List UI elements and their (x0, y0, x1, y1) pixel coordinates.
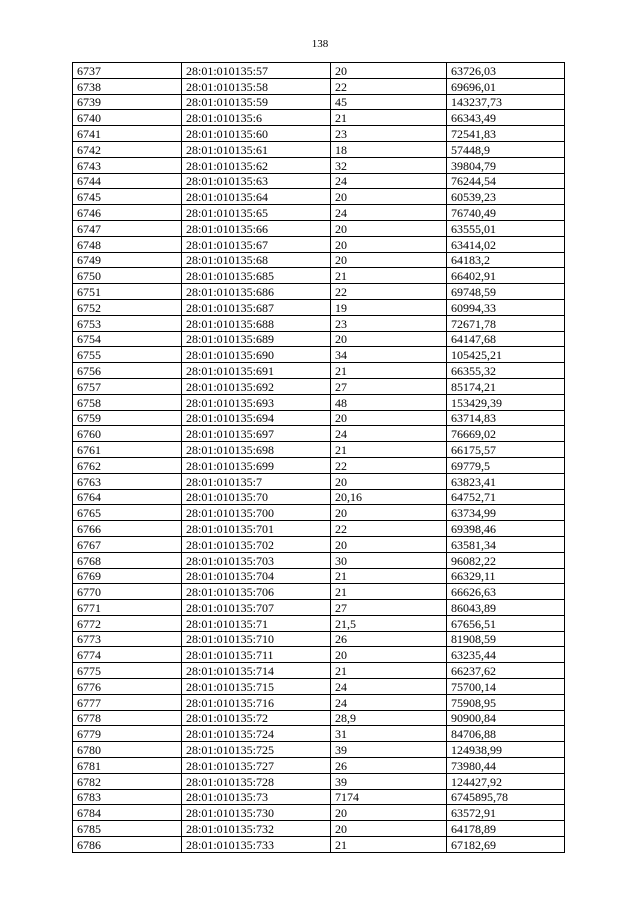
table-row (73, 126, 565, 142)
area-cell: 22 (331, 521, 447, 537)
area-cell: 20 (331, 805, 447, 821)
cadastral-number-cell: 28:01:010135:727 (182, 758, 331, 774)
table-row (73, 505, 565, 521)
area-cell: 21 (331, 663, 447, 679)
value-cell: 69398,46 (447, 521, 565, 537)
table-row (73, 347, 565, 363)
row-number-cell: 6778 (73, 710, 182, 726)
value-cell: 90900,84 (447, 710, 565, 726)
value-cell: 73980,44 (447, 758, 565, 774)
value-cell: 63414,02 (447, 236, 565, 252)
value-cell: 66626,63 (447, 584, 565, 600)
cadastral-number-cell: 28:01:010135:67 (182, 236, 331, 252)
table-row (73, 378, 565, 394)
value-cell: 81908,59 (447, 631, 565, 647)
row-number-cell: 6774 (73, 647, 182, 663)
table-row (73, 631, 565, 647)
row-number-cell: 6737 (73, 63, 182, 79)
table-row (73, 663, 565, 679)
area-cell: 24 (331, 679, 447, 695)
cadastral-number-cell: 28:01:010135:691 (182, 363, 331, 379)
area-cell: 20 (331, 331, 447, 347)
cadastral-number-cell: 28:01:010135:686 (182, 284, 331, 300)
value-cell: 63823,41 (447, 473, 565, 489)
area-cell: 30 (331, 552, 447, 568)
row-number-cell: 6781 (73, 758, 182, 774)
value-cell: 63581,34 (447, 536, 565, 552)
row-number-cell: 6760 (73, 426, 182, 442)
table-row (73, 710, 565, 726)
cadastral-number-cell: 28:01:010135:64 (182, 189, 331, 205)
row-number-cell: 6748 (73, 236, 182, 252)
cadastral-number-cell: 28:01:010135:690 (182, 347, 331, 363)
area-cell: 26 (331, 631, 447, 647)
area-cell: 20 (331, 473, 447, 489)
value-cell: 143237,73 (447, 94, 565, 110)
area-cell: 7174 (331, 789, 447, 805)
area-cell: 31 (331, 726, 447, 742)
row-number-cell: 6747 (73, 220, 182, 236)
cadastral-number-cell: 28:01:010135:697 (182, 426, 331, 442)
row-number-cell: 6784 (73, 805, 182, 821)
value-cell: 75700,14 (447, 679, 565, 695)
row-number-cell: 6753 (73, 315, 182, 331)
table-row (73, 410, 565, 426)
row-number-cell: 6749 (73, 252, 182, 268)
cadastral-number-cell: 28:01:010135:710 (182, 631, 331, 647)
table-row (73, 536, 565, 552)
cadastral-number-cell: 28:01:010135:703 (182, 552, 331, 568)
area-cell: 26 (331, 758, 447, 774)
table-row (73, 837, 565, 853)
row-number-cell: 6777 (73, 694, 182, 710)
value-cell: 63235,44 (447, 647, 565, 663)
row-number-cell: 6742 (73, 141, 182, 157)
table-row (73, 600, 565, 616)
row-number-cell: 6761 (73, 442, 182, 458)
value-cell: 105425,21 (447, 347, 565, 363)
table-row (73, 552, 565, 568)
value-cell: 76740,49 (447, 205, 565, 221)
cadastral-number-cell: 28:01:010135:70 (182, 489, 331, 505)
value-cell: 153429,39 (447, 394, 565, 410)
row-number-cell: 6762 (73, 457, 182, 473)
cadastral-number-cell: 28:01:010135:693 (182, 394, 331, 410)
table-row (73, 679, 565, 695)
value-cell: 124427,92 (447, 773, 565, 789)
area-cell: 48 (331, 394, 447, 410)
value-cell: 72671,78 (447, 315, 565, 331)
row-number-cell: 6786 (73, 837, 182, 853)
table-row (73, 584, 565, 600)
row-number-cell: 6782 (73, 773, 182, 789)
cadastral-number-cell: 28:01:010135:58 (182, 78, 331, 94)
value-cell: 66175,57 (447, 442, 565, 458)
table-row (73, 773, 565, 789)
table-row (73, 489, 565, 505)
cadastral-number-cell: 28:01:010135:716 (182, 694, 331, 710)
page-number: 138 (311, 38, 329, 50)
cadastral-number-cell: 28:01:010135:60 (182, 126, 331, 142)
area-cell: 20 (331, 189, 447, 205)
row-number-cell: 6743 (73, 157, 182, 173)
value-cell: 66237,62 (447, 663, 565, 679)
value-cell: 63726,03 (447, 63, 565, 79)
row-number-cell: 6756 (73, 363, 182, 379)
value-cell: 124938,99 (447, 742, 565, 758)
table-row (73, 647, 565, 663)
cadastral-number-cell: 28:01:010135:61 (182, 141, 331, 157)
row-number-cell: 6770 (73, 584, 182, 600)
value-cell: 69779,5 (447, 457, 565, 473)
row-number-cell: 6744 (73, 173, 182, 189)
area-cell: 19 (331, 299, 447, 315)
area-cell: 20 (331, 505, 447, 521)
cadastral-number-cell: 28:01:010135:733 (182, 837, 331, 853)
cadastral-number-cell: 28:01:010135:57 (182, 63, 331, 79)
row-number-cell: 6776 (73, 679, 182, 695)
table-row (73, 473, 565, 489)
area-cell: 22 (331, 284, 447, 300)
value-cell: 64147,68 (447, 331, 565, 347)
cadastral-number-cell: 28:01:010135:685 (182, 268, 331, 284)
area-cell: 39 (331, 742, 447, 758)
area-cell: 23 (331, 315, 447, 331)
table-row (73, 189, 565, 205)
table-row (73, 758, 565, 774)
area-cell: 20 (331, 647, 447, 663)
cadastral-number-cell: 28:01:010135:700 (182, 505, 331, 521)
area-cell: 20,16 (331, 489, 447, 505)
value-cell: 57448,9 (447, 141, 565, 157)
area-cell: 21,5 (331, 615, 447, 631)
row-number-cell: 6738 (73, 78, 182, 94)
cadastral-number-cell: 28:01:010135:730 (182, 805, 331, 821)
cadastral-number-cell: 28:01:010135:63 (182, 173, 331, 189)
row-number-cell: 6741 (73, 126, 182, 142)
table-row (73, 299, 565, 315)
table-row (73, 363, 565, 379)
value-cell: 66402,91 (447, 268, 565, 284)
area-cell: 23 (331, 126, 447, 142)
row-number-cell: 6771 (73, 600, 182, 616)
value-cell: 66343,49 (447, 110, 565, 126)
value-cell: 39804,79 (447, 157, 565, 173)
cadastral-number-cell: 28:01:010135:732 (182, 821, 331, 837)
row-number-cell: 6751 (73, 284, 182, 300)
value-cell: 86043,89 (447, 600, 565, 616)
value-cell: 75908,95 (447, 694, 565, 710)
table-row (73, 315, 565, 331)
table-row (73, 236, 565, 252)
row-number-cell: 6752 (73, 299, 182, 315)
row-number-cell: 6765 (73, 505, 182, 521)
cadastral-number-cell: 28:01:010135:725 (182, 742, 331, 758)
area-cell: 39 (331, 773, 447, 789)
area-cell: 21 (331, 442, 447, 458)
value-cell: 66329,11 (447, 568, 565, 584)
cadastral-number-cell: 28:01:010135:692 (182, 378, 331, 394)
row-number-cell: 6746 (73, 205, 182, 221)
value-cell: 64752,71 (447, 489, 565, 505)
table-row (73, 442, 565, 458)
area-cell: 24 (331, 426, 447, 442)
row-number-cell: 6758 (73, 394, 182, 410)
table-row (73, 805, 565, 821)
area-cell: 24 (331, 173, 447, 189)
cadastral-number-cell: 28:01:010135:7 (182, 473, 331, 489)
area-cell: 20 (331, 821, 447, 837)
area-cell: 20 (331, 63, 447, 79)
table-row (73, 268, 565, 284)
cadastral-number-cell: 28:01:010135:66 (182, 220, 331, 236)
cadastral-number-cell: 28:01:010135:59 (182, 94, 331, 110)
value-cell: 60994,33 (447, 299, 565, 315)
value-cell: 63734,99 (447, 505, 565, 521)
table-row (73, 94, 565, 110)
area-cell: 27 (331, 378, 447, 394)
area-cell: 21 (331, 584, 447, 600)
table-row (73, 742, 565, 758)
value-cell: 67182,69 (447, 837, 565, 853)
row-number-cell: 6759 (73, 410, 182, 426)
row-number-cell: 6773 (73, 631, 182, 647)
row-number-cell: 6739 (73, 94, 182, 110)
table-row (73, 157, 565, 173)
table-row (73, 63, 565, 79)
row-number-cell: 6769 (73, 568, 182, 584)
cadastral-number-cell: 28:01:010135:6 (182, 110, 331, 126)
table-row (73, 78, 565, 94)
row-number-cell: 6768 (73, 552, 182, 568)
row-number-cell: 6785 (73, 821, 182, 837)
row-number-cell: 6740 (73, 110, 182, 126)
cadastral-number-cell: 28:01:010135:62 (182, 157, 331, 173)
cadastral-number-cell: 28:01:010135:711 (182, 647, 331, 663)
cadastral-number-cell: 28:01:010135:72 (182, 710, 331, 726)
table-row (73, 252, 565, 268)
area-cell: 28,9 (331, 710, 447, 726)
table-row (73, 110, 565, 126)
cadastral-number-cell: 28:01:010135:699 (182, 457, 331, 473)
cadastral-number-cell: 28:01:010135:73 (182, 789, 331, 805)
value-cell: 67656,51 (447, 615, 565, 631)
cadastral-number-cell: 28:01:010135:715 (182, 679, 331, 695)
cadastral-number-cell: 28:01:010135:689 (182, 331, 331, 347)
table-row (73, 426, 565, 442)
cadastral-number-cell: 28:01:010135:687 (182, 299, 331, 315)
value-cell: 69748,59 (447, 284, 565, 300)
area-cell: 20 (331, 236, 447, 252)
cadastral-number-cell: 28:01:010135:71 (182, 615, 331, 631)
row-number-cell: 6775 (73, 663, 182, 679)
table-row (73, 284, 565, 300)
row-number-cell: 6780 (73, 742, 182, 758)
area-cell: 18 (331, 141, 447, 157)
value-cell: 64178,89 (447, 821, 565, 837)
cadastral-number-cell: 28:01:010135:702 (182, 536, 331, 552)
table-row (73, 726, 565, 742)
area-cell: 21 (331, 110, 447, 126)
row-number-cell: 6745 (73, 189, 182, 205)
table-body (73, 63, 565, 853)
value-cell: 96082,22 (447, 552, 565, 568)
value-cell: 64183,2 (447, 252, 565, 268)
parcel-table (72, 62, 565, 853)
table-row (73, 205, 565, 221)
cadastral-number-cell: 28:01:010135:706 (182, 584, 331, 600)
table-row (73, 141, 565, 157)
cadastral-number-cell: 28:01:010135:694 (182, 410, 331, 426)
row-number-cell: 6754 (73, 331, 182, 347)
value-cell: 76669,02 (447, 426, 565, 442)
area-cell: 20 (331, 220, 447, 236)
area-cell: 45 (331, 94, 447, 110)
cadastral-number-cell: 28:01:010135:65 (182, 205, 331, 221)
table-row (73, 173, 565, 189)
cadastral-number-cell: 28:01:010135:728 (182, 773, 331, 789)
value-cell: 63555,01 (447, 220, 565, 236)
value-cell: 66355,32 (447, 363, 565, 379)
table-row (73, 568, 565, 584)
cadastral-number-cell: 28:01:010135:701 (182, 521, 331, 537)
cadastral-number-cell: 28:01:010135:688 (182, 315, 331, 331)
area-cell: 32 (331, 157, 447, 173)
area-cell: 21 (331, 363, 447, 379)
cadastral-number-cell: 28:01:010135:714 (182, 663, 331, 679)
area-cell: 21 (331, 268, 447, 284)
row-number-cell: 6763 (73, 473, 182, 489)
row-number-cell: 6750 (73, 268, 182, 284)
area-cell: 20 (331, 410, 447, 426)
area-cell: 21 (331, 837, 447, 853)
row-number-cell: 6779 (73, 726, 182, 742)
row-number-cell: 6764 (73, 489, 182, 505)
row-number-cell: 6755 (73, 347, 182, 363)
value-cell: 76244,54 (447, 173, 565, 189)
table-row (73, 331, 565, 347)
area-cell: 22 (331, 457, 447, 473)
row-number-cell: 6767 (73, 536, 182, 552)
cadastral-number-cell: 28:01:010135:704 (182, 568, 331, 584)
value-cell: 69696,01 (447, 78, 565, 94)
table-row (73, 694, 565, 710)
table-row (73, 615, 565, 631)
area-cell: 27 (331, 600, 447, 616)
table-row (73, 789, 565, 805)
cadastral-number-cell: 28:01:010135:724 (182, 726, 331, 742)
row-number-cell: 6766 (73, 521, 182, 537)
area-cell: 34 (331, 347, 447, 363)
row-number-cell: 6757 (73, 378, 182, 394)
area-cell: 20 (331, 536, 447, 552)
area-cell: 21 (331, 568, 447, 584)
area-cell: 24 (331, 205, 447, 221)
table-row (73, 457, 565, 473)
table-row (73, 220, 565, 236)
area-cell: 22 (331, 78, 447, 94)
area-cell: 20 (331, 252, 447, 268)
row-number-cell: 6772 (73, 615, 182, 631)
cadastral-number-cell: 28:01:010135:707 (182, 600, 331, 616)
value-cell: 63714,83 (447, 410, 565, 426)
area-cell: 24 (331, 694, 447, 710)
table-row (73, 521, 565, 537)
value-cell: 85174,21 (447, 378, 565, 394)
table-row (73, 821, 565, 837)
cadastral-number-cell: 28:01:010135:698 (182, 442, 331, 458)
value-cell: 63572,91 (447, 805, 565, 821)
value-cell: 72541,83 (447, 126, 565, 142)
value-cell: 84706,88 (447, 726, 565, 742)
row-number-cell: 6783 (73, 789, 182, 805)
value-cell: 6745895,78 (447, 789, 565, 805)
value-cell: 60539,23 (447, 189, 565, 205)
table-row (73, 394, 565, 410)
cadastral-number-cell: 28:01:010135:68 (182, 252, 331, 268)
